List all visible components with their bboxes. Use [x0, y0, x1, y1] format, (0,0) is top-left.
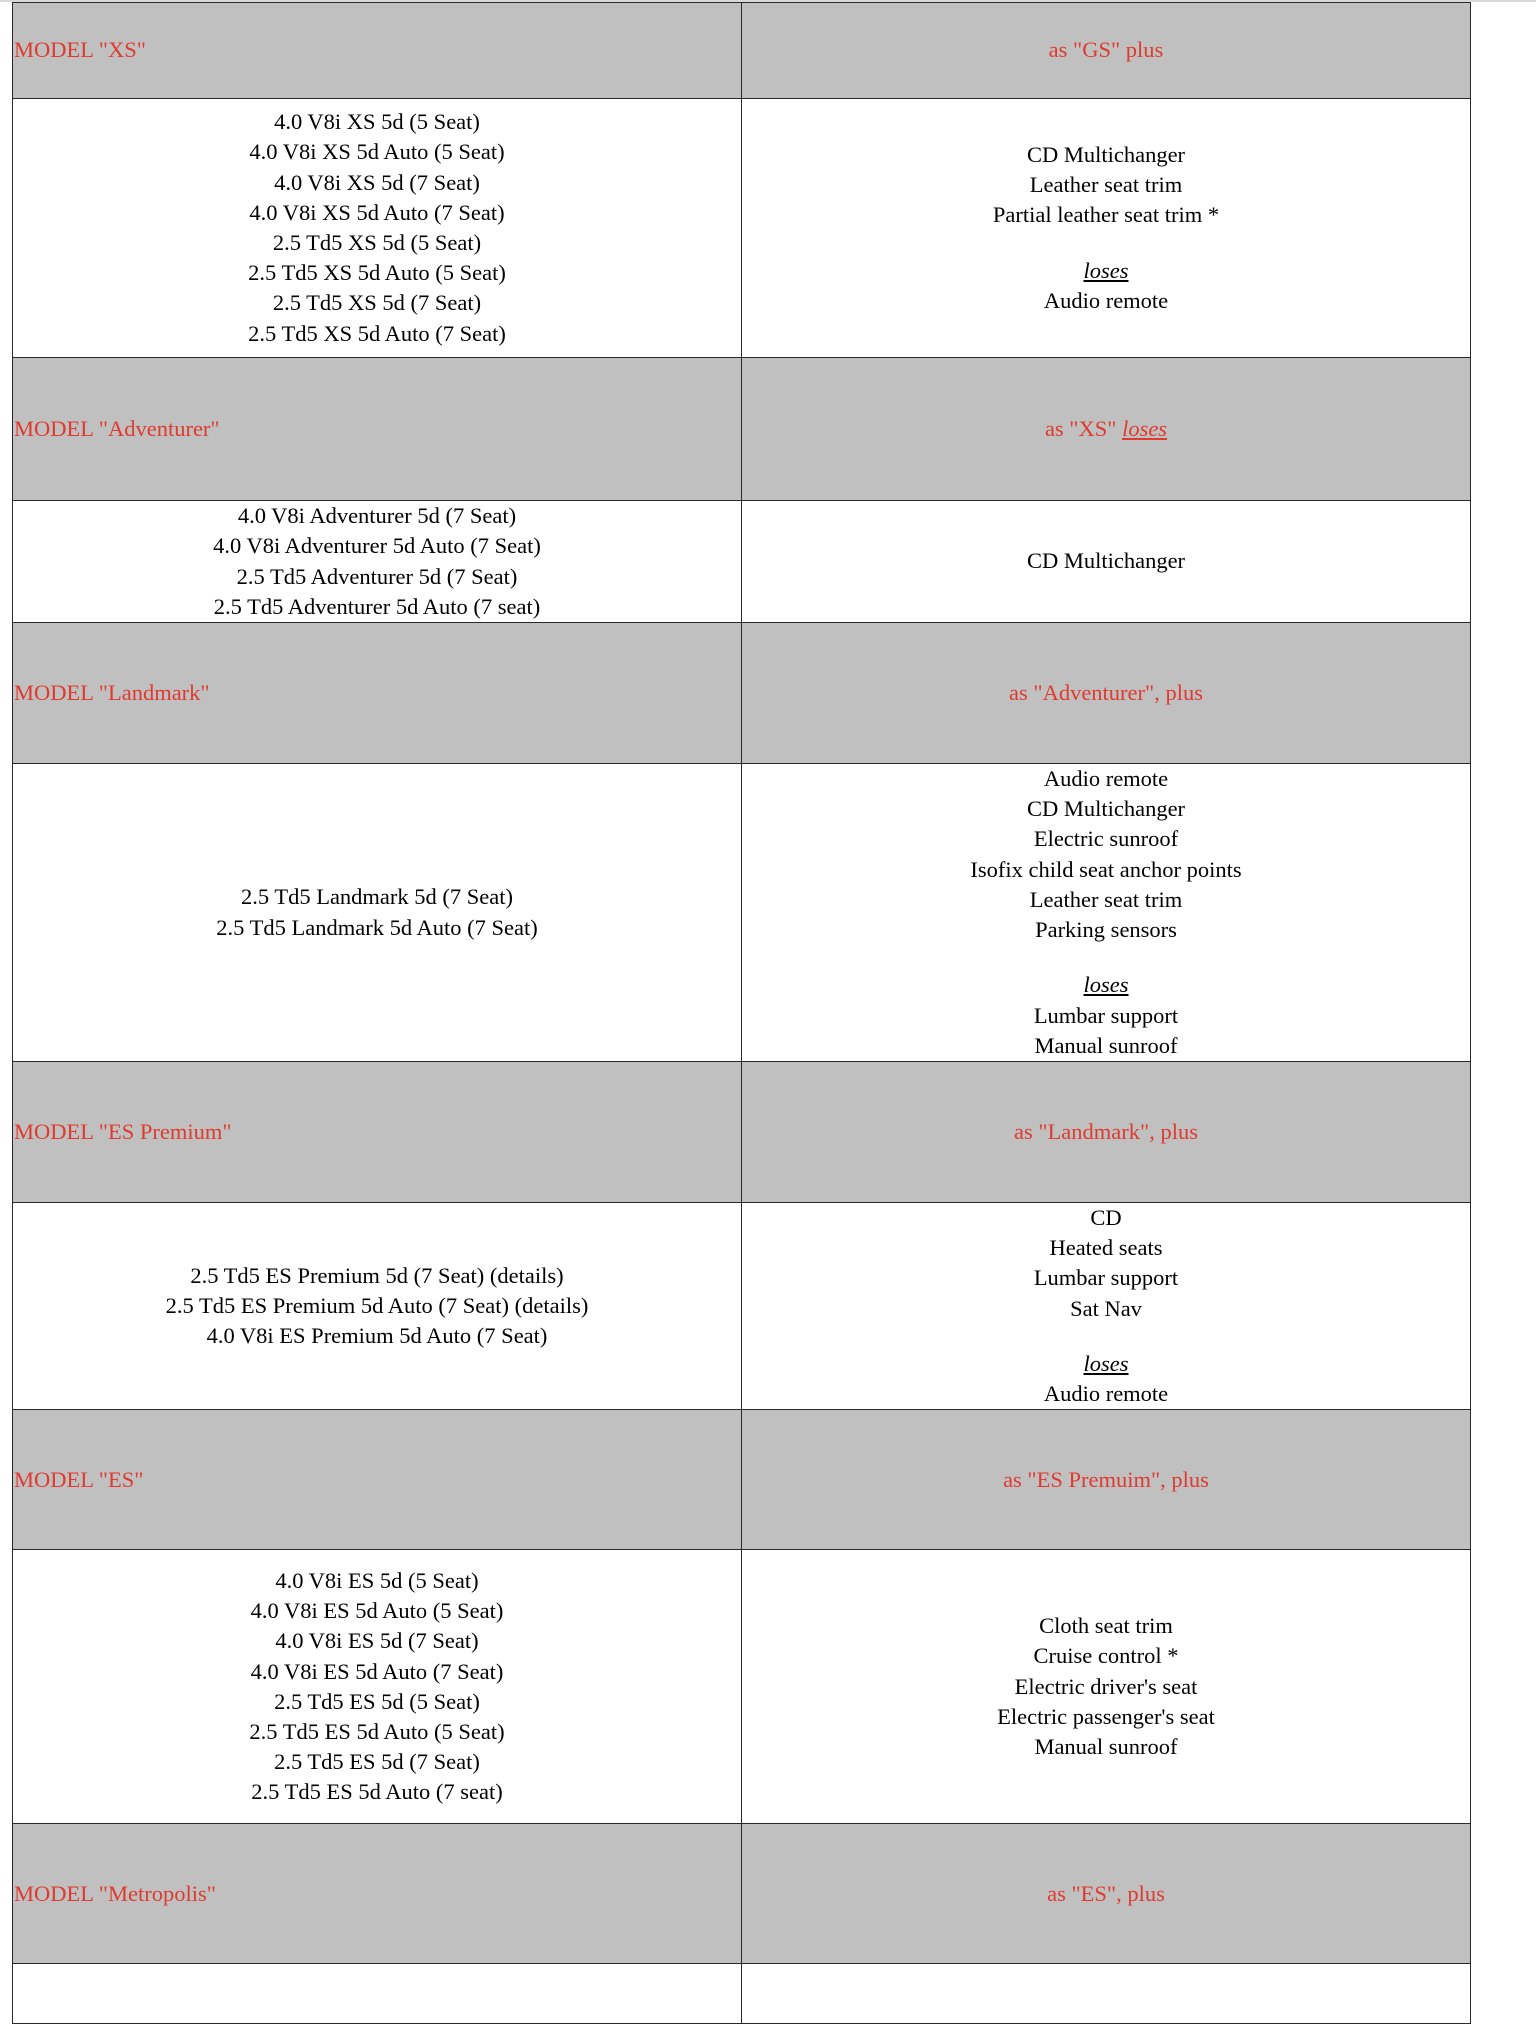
variant-list-cell: [13, 501, 742, 623]
model-base-cell: [742, 3, 1471, 99]
variant-item: 2.5 Td5 XS 5d Auto (7 Seat): [248, 320, 506, 346]
variant-item: 4.0 V8i XS 5d Auto (5 Seat): [249, 139, 505, 165]
variant-item: 4.0 V8i XS 5d (5 Seat): [274, 109, 480, 135]
variant-list-cell: [13, 99, 742, 358]
feature-removed: Manual sunroof: [1034, 1032, 1178, 1058]
variant-item: 4.0 V8i ES 5d Auto (5 Seat): [250, 1598, 504, 1624]
model-name: MODEL "ES Premium": [14, 1118, 232, 1144]
feature-added: Sat Nav: [1070, 1295, 1142, 1321]
model-name: MODEL "Adventurer": [14, 415, 220, 441]
feature-added: Heated seats: [1049, 1235, 1163, 1261]
list-gap: [742, 945, 1470, 970]
model-base-cell: [742, 1824, 1471, 1964]
feature-list-cell: [742, 764, 1471, 1062]
feature-list-cell: [742, 1203, 1471, 1410]
feature-added: Electric sunroof: [1033, 826, 1179, 852]
model-base-text: as "Landmark", plus: [1014, 1118, 1198, 1144]
feature-added: Cruise control *: [1033, 1643, 1179, 1669]
model-name-cell: [13, 1062, 742, 1203]
loses-label: loses: [1083, 972, 1129, 998]
feature-added: Cloth seat trim: [1039, 1613, 1173, 1639]
feature-added: Electric driver's seat: [1014, 1673, 1198, 1699]
model-base-text: as "ES Premuim", plus: [1003, 1466, 1209, 1492]
model-name: MODEL "XS": [14, 37, 146, 63]
variant-item: 2.5 Td5 ES 5d (5 Seat): [274, 1688, 480, 1714]
model-header-row: [13, 623, 1471, 764]
feature-added: Leather seat trim: [1029, 886, 1183, 912]
variant-item: 2.5 Td5 ES Premium 5d Auto (7 Seat) (details): [165, 1293, 589, 1318]
loses-label: loses: [1083, 1350, 1129, 1376]
model-header-row: [13, 1062, 1471, 1203]
model-name: MODEL "Metropolis": [14, 1880, 216, 1906]
model-details-row: [13, 99, 1471, 358]
variant-list-cell: [13, 1203, 742, 1410]
model-name-cell: [13, 623, 742, 764]
variant-item: 2.5 Td5 Adventurer 5d Auto (7 seat): [213, 593, 541, 619]
feature-removed: Lumbar support: [1033, 1002, 1179, 1028]
variant-item: 2.5 Td5 Landmark 5d (7 Seat): [240, 884, 514, 910]
model-base-text: as "Adventurer", plus: [1009, 679, 1203, 705]
feature-added: CD Multichanger: [1026, 548, 1186, 574]
feature-removed: Audio remote: [1043, 287, 1169, 313]
model-details-row-partial: [13, 1964, 1471, 2024]
feature-list-cell: [742, 99, 1471, 358]
model-base-cell: [742, 1062, 1471, 1203]
model-name-cell: [13, 1824, 742, 1964]
variant-item: 4.0 V8i ES 5d (7 Seat): [275, 1628, 479, 1654]
model-header-row: [13, 358, 1471, 501]
variant-item: 4.0 V8i ES Premium 5d Auto (7 Seat): [206, 1323, 548, 1349]
variant-item: 2.5 Td5 XS 5d (5 Seat): [272, 230, 482, 255]
model-base-cell: [742, 623, 1471, 764]
feature-list-cell: [742, 1550, 1471, 1824]
variant-item: 4.0 V8i XS 5d Auto (7 Seat): [249, 199, 505, 225]
model-base-cell: [742, 1410, 1471, 1550]
model-base-cell: [742, 358, 1471, 501]
model-details-row: [13, 1550, 1471, 1824]
feature-added: Lumbar support: [1033, 1265, 1179, 1291]
feature-added: Electric passenger's seat: [997, 1703, 1215, 1729]
variant-item: 4.0 V8i ES 5d (5 Seat): [275, 1567, 479, 1593]
variant-list-cell: [13, 764, 742, 1062]
model-base-loses: loses: [1122, 415, 1168, 441]
variant-item: 2.5 Td5 Landmark 5d Auto (7 Seat): [216, 914, 538, 940]
model-header-row: [13, 1824, 1471, 1964]
model-name: MODEL "ES": [14, 1466, 144, 1492]
model-name-cell: [13, 3, 742, 99]
model-base-text: as "ES", plus: [1047, 1880, 1165, 1906]
variant-item: 2.5 Td5 XS 5d Auto (5 Seat): [248, 260, 506, 286]
variant-item: 4.0 V8i Adventurer 5d (7 Seat): [237, 503, 517, 529]
model-details-row: [13, 764, 1471, 1062]
model-details-row: [13, 501, 1471, 623]
variant-item: 2.5 Td5 Adventurer 5d (7 Seat): [236, 563, 518, 589]
list-gap: [742, 231, 1470, 256]
model-header-row: [13, 1410, 1471, 1550]
variant-item: 2.5 Td5 ES 5d (7 Seat): [274, 1749, 480, 1775]
loses-label: loses: [1083, 257, 1129, 283]
variant-list-cell: [13, 1550, 742, 1824]
feature-list-cell: [742, 1964, 1471, 2024]
feature-added: Audio remote: [1043, 766, 1169, 792]
feature-added: Manual sunroof: [1034, 1734, 1178, 1760]
feature-list-cell: [742, 501, 1471, 623]
variant-item: 4.0 V8i Adventurer 5d Auto (7 Seat): [213, 533, 541, 559]
model-trim-table: [12, 2, 1471, 2024]
feature-removed: Audio remote: [1043, 1381, 1169, 1407]
feature-added: Leather seat trim: [1029, 172, 1183, 198]
model-name-cell: [13, 1410, 742, 1550]
feature-added: Isofix child seat anchor points: [970, 856, 1242, 882]
variant-item: 4.0 V8i XS 5d (7 Seat): [274, 169, 480, 195]
feature-added: CD: [1090, 1205, 1122, 1230]
model-name: MODEL "Landmark": [14, 679, 210, 705]
feature-added: Parking sensors: [1035, 917, 1177, 943]
variant-item: 4.0 V8i ES 5d Auto (7 Seat): [250, 1658, 504, 1684]
model-base-text: as "GS" plus: [1048, 37, 1164, 63]
model-name-cell: [13, 358, 742, 501]
variant-item: 2.5 Td5 ES Premium 5d (7 Seat) (details): [190, 1262, 564, 1288]
variant-item: 2.5 Td5 XS 5d (7 Seat): [272, 290, 482, 316]
variant-list-cell: [13, 1964, 742, 2024]
feature-added: Partial leather seat trim *: [992, 202, 1220, 228]
model-base-text: as "XS": [1044, 415, 1117, 441]
list-gap: [742, 1324, 1470, 1349]
feature-added: CD Multichanger: [1026, 141, 1186, 167]
variant-item: 2.5 Td5 ES 5d Auto (7 seat): [251, 1779, 503, 1805]
model-details-row: [13, 1203, 1471, 1410]
feature-added: CD Multichanger: [1026, 796, 1186, 822]
model-header-row: [13, 3, 1471, 99]
variant-item: 2.5 Td5 ES 5d Auto (5 Seat): [249, 1718, 505, 1744]
